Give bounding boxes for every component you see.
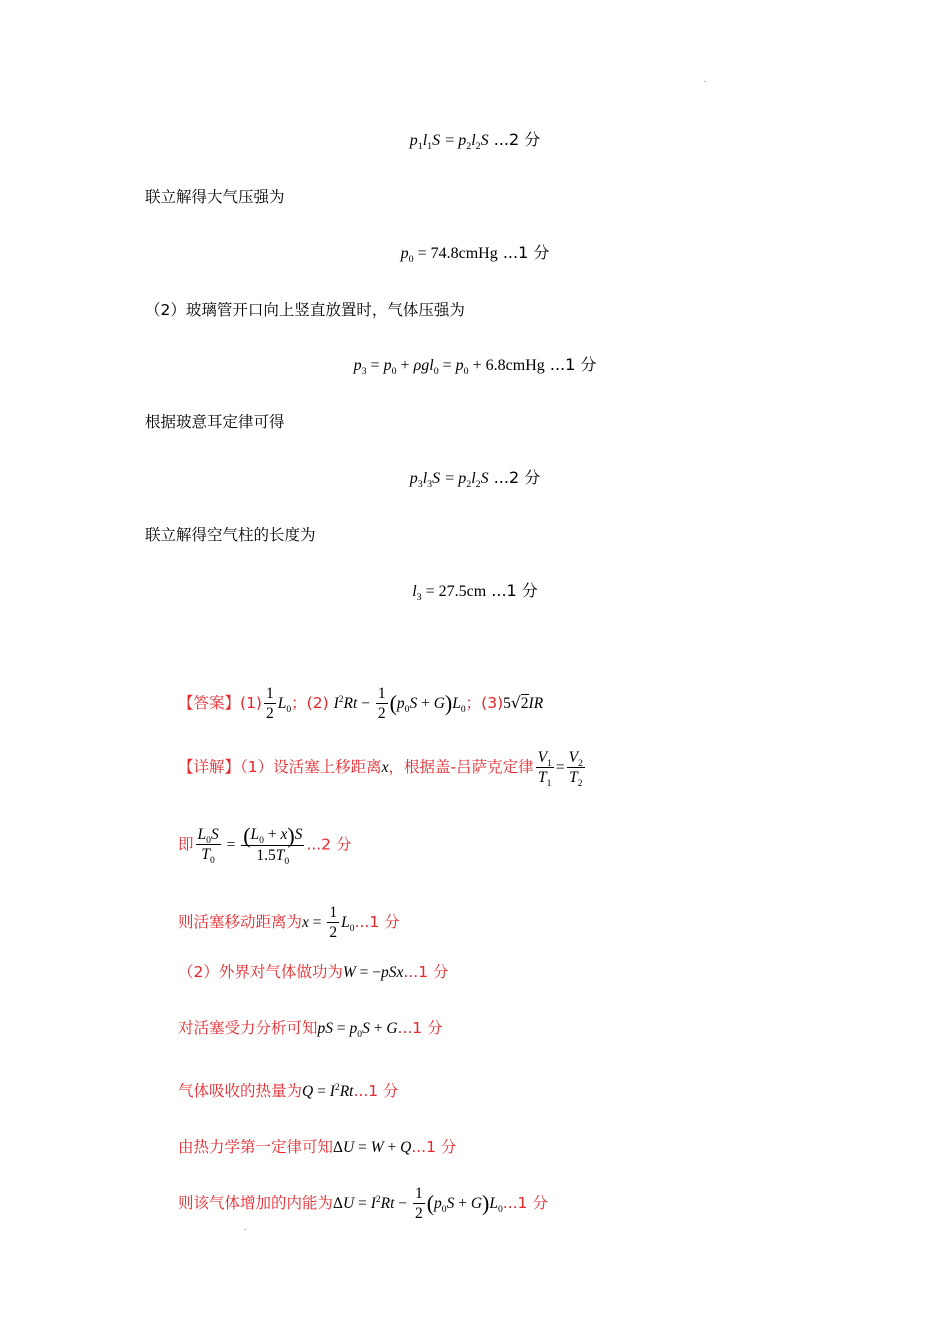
detail-move-line: 则活塞移动距离为x = $\frac{1}{2}$ $L_0...1$ 分 [178, 904, 400, 941]
fraction-v1-t1: $\frac{V_1}{T_1}$ [537, 749, 552, 790]
fraction-v2-t2: $\frac{V_2}{T_2}$ [568, 749, 583, 790]
detail-heat-line: 气体吸收的热量为$Q = I^2Rt...1$ 分 [178, 1081, 399, 1100]
answer-line: 【答案】(1) $\frac{1}{2}$ $L_0$；(2) $I^2Rt$ − $\frac{1}{2}$ $(p_0S + G)L_0$；(3)5√2IR [178, 685, 544, 722]
answer-label: 【答案】 [178, 694, 241, 712]
score: ...1 分 [397, 1019, 443, 1037]
text-boyle-law: 根据玻意耳定律可得 [145, 413, 285, 431]
score: ...2 分 [493, 468, 541, 487]
equation-p3: $p_3 = p_0 + \rho gl_0 = p_0$ + 6.8cmHg ...1 分 [353, 355, 597, 378]
score: ...2 分 [493, 130, 541, 149]
answer-part3-tag: (3) [481, 694, 504, 712]
detail-force-line: 对活塞受力分析可知pS = $p_0S + G...1$ 分 [178, 1019, 443, 1041]
detail-ji-line: 即 $\frac{L_0S}{T_0}$ = $\frac{(L_0 + x)S}{1.5T_0}$ ...2 分 [178, 822, 352, 868]
text-combine-p0: 联立解得大气压强为 [145, 188, 285, 206]
fraction-half: $\frac{1}{2}$ [414, 1185, 423, 1222]
fraction-l0x-s: $\frac{(L_0 + x)S}{1.5T_0}$ [243, 822, 303, 868]
p0-value: 74.8cmHg [430, 245, 498, 262]
score: ...1 分 [502, 1194, 548, 1212]
fraction-l0s-t0: $\frac{L_0S}{T_0}$ [197, 826, 219, 867]
answer-part2-tag: (2) [306, 694, 329, 712]
text-combine-l3: 联立解得空气柱的长度为 [145, 526, 316, 544]
page-speck [704, 81, 706, 82]
score: ...1 分 [502, 243, 550, 262]
page-speck [244, 1229, 246, 1230]
text-part2-intro: （2）玻璃管开口向上竖直放置时，气体压强为 [145, 301, 465, 319]
score: ...2 分 [306, 835, 352, 854]
equation-boyle-p3-p2: $p_3l_3S = p_2l_2S$ ...2 分 [409, 468, 541, 491]
detail-label: 【详解】 [178, 758, 241, 776]
fraction-half: $\frac{1}{2}$ [329, 904, 338, 941]
detail-intro-line: 【详解】（1）设活塞上移距离x，根据盖-吕萨克定律 $\frac{V_1}{T_1}$ = $\frac{V_2}{T_2}$ [178, 749, 583, 790]
score: ...1 分 [403, 963, 449, 981]
score: ...1 分 [353, 1082, 399, 1100]
l3-value: 27.5cm [438, 583, 487, 600]
score: ...1 分 [411, 1138, 457, 1156]
fraction-half: $\frac{1}{2}$ [377, 685, 386, 722]
detail-first-law-line: 由热力学第一定律可知ΔU = W + Q...1 分 [178, 1138, 457, 1156]
p3-delta-value: 6.8cmHg [485, 357, 545, 374]
equation-l3: $l_3 = 27.5cm$ ...1 分 [412, 581, 538, 604]
fraction-half: $\frac{1}{2}$ [265, 685, 274, 722]
equation-p0: $p_0$ = 74.8cmHg ...1 分 [400, 243, 550, 266]
score: ...1 分 [354, 913, 400, 931]
equation-boyle-p1-p2: $p_1l_1S = p_2l_2S$ ...2 分 [409, 130, 541, 153]
detail-internal-energy-line: 则该气体增加的内能为$\Delta U = I^2Rt$ − $\frac{1}{2}$ $(p_0S + G)L_0...1$ 分 [178, 1185, 548, 1222]
answer-part1-tag: (1) [240, 694, 262, 712]
score: ...1 分 [491, 581, 538, 600]
detail-work-line: （2）外界对气体做功为W = −pSx...1 分 [178, 963, 449, 981]
score: ...1 分 [549, 355, 597, 374]
